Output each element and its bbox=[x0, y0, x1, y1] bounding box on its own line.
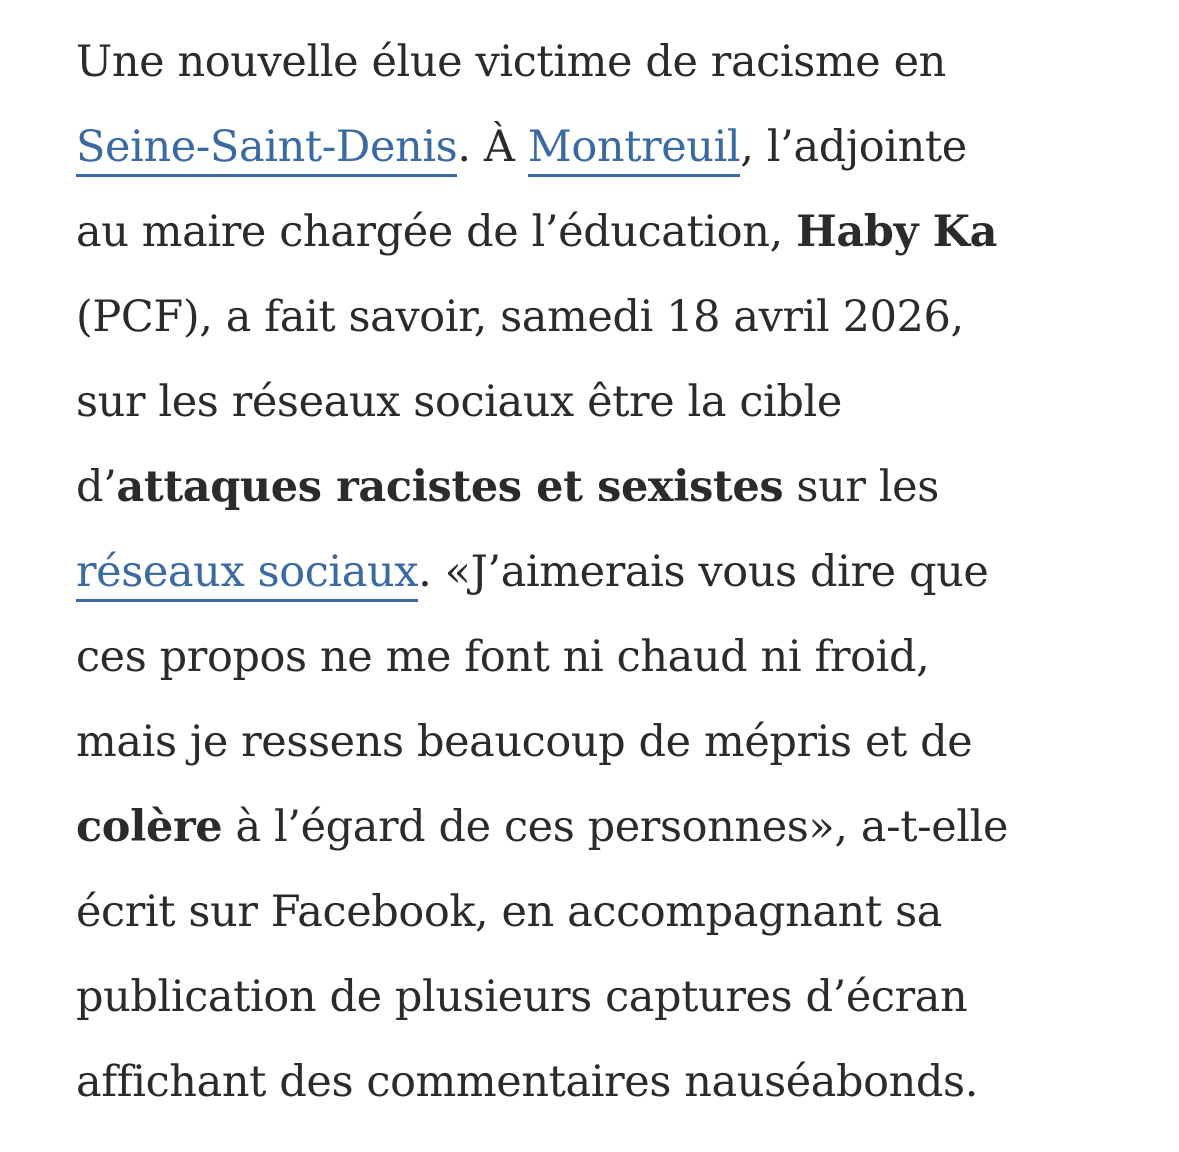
bold-colere: colère bbox=[76, 802, 223, 852]
text-segment: . «J’aimerais vous dire que bbox=[418, 547, 989, 597]
text-segment: . À bbox=[457, 122, 528, 172]
link-reseaux-sociaux[interactable]: réseaux sociaux bbox=[76, 547, 418, 602]
text-segment: Une nouvelle élue victime de racisme en bbox=[76, 37, 946, 87]
line-3 bbox=[76, 190, 1116, 275]
line-5 bbox=[76, 360, 1116, 445]
text-segment: sur les bbox=[783, 462, 939, 512]
text-segment: mais je ressens beaucoup de mépris et de bbox=[76, 717, 973, 767]
text-segment: sur les réseaux sociaux être la cible bbox=[76, 377, 842, 427]
text-segment: affichant des commentaires nauséabonds. bbox=[76, 1057, 978, 1107]
bold-attaques: attaques racistes et sexistes bbox=[116, 462, 784, 512]
line-13 bbox=[76, 1040, 1116, 1125]
line-10 bbox=[76, 785, 1116, 870]
line-6 bbox=[76, 445, 1116, 530]
link-seine-saint-denis[interactable]: Seine-Saint-Denis bbox=[76, 122, 457, 177]
text-segment: ces propos ne me font ni chaud ni froid, bbox=[76, 632, 930, 682]
text-segment: publication de plusieurs captures d’écran bbox=[76, 972, 968, 1022]
line-8 bbox=[76, 615, 1116, 700]
link-montreuil[interactable]: Montreuil bbox=[528, 122, 741, 177]
text-segment: d’ bbox=[76, 462, 117, 512]
article-paragraph bbox=[76, 20, 1116, 1125]
line-4 bbox=[76, 275, 1116, 360]
text-segment: (PCF), a fait savoir, samedi 18 avril 2026, bbox=[76, 292, 964, 342]
bold-name-haby-ka: Haby Ka bbox=[796, 207, 998, 257]
line-2 bbox=[76, 105, 1116, 190]
text-segment: , l’adjointe bbox=[740, 122, 967, 172]
text-segment: au maire chargée de l’éducation, bbox=[76, 207, 797, 257]
text-segment: écrit sur Facebook, en accompagnant sa bbox=[76, 887, 942, 937]
line-1 bbox=[76, 20, 1116, 105]
line-12 bbox=[76, 955, 1116, 1040]
text-segment: à l’égard de ces personnes», a-t-elle bbox=[222, 802, 1009, 852]
line-7 bbox=[76, 530, 1116, 615]
line-9 bbox=[76, 700, 1116, 785]
line-11 bbox=[76, 870, 1116, 955]
